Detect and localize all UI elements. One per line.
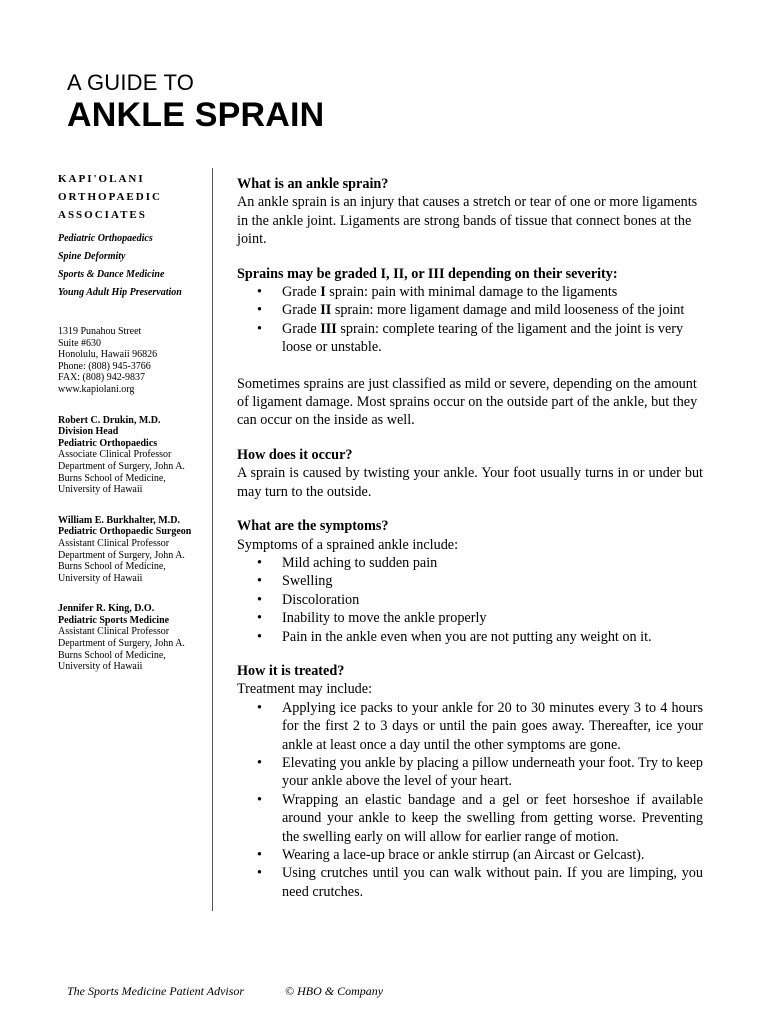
section-heading: How does it occur? bbox=[237, 446, 353, 463]
doctor-name: Robert C. Drukin, M.D. bbox=[58, 414, 161, 426]
grade-list bbox=[237, 283, 703, 357]
section-treatment bbox=[237, 662, 703, 901]
address-block bbox=[58, 326, 208, 396]
grade-number: II bbox=[320, 302, 332, 319]
list-item: • Wrapping an elastic bandage and a gel or feet horseshoe if available around your ankle to keep the swelling from getting worse. Preventing the swelling early on will allow for earlier range of motion. bbox=[237, 791, 703, 846]
section-heading: What are the symptoms? bbox=[237, 518, 389, 535]
specialties-list bbox=[58, 230, 208, 302]
section-heading: What is an ankle sprain? bbox=[237, 176, 389, 192]
grade-text: sprain: more ligament damage and mild looseness of the joint bbox=[331, 302, 685, 319]
grade-number: III bbox=[320, 320, 337, 337]
doctor-block bbox=[58, 515, 208, 585]
specialty-item: Sports & Dance Medicine bbox=[58, 269, 165, 280]
doctor-detail: Burns School of Medicine, bbox=[58, 649, 166, 661]
title-line-1: A GUIDE TO bbox=[67, 70, 195, 95]
list-item bbox=[237, 301, 703, 319]
doctor-name: William E. Burkhalter, M.D. bbox=[58, 514, 180, 526]
doctor-block bbox=[58, 603, 208, 673]
doctor-detail: Department of Surgery, John A. bbox=[58, 638, 185, 650]
symptom-list bbox=[237, 554, 703, 646]
list-item: • Elevating you ankle by placing a pillow underneath your foot. Try to keep your ankle above the level of your heart. bbox=[237, 754, 703, 791]
address-line: 1319 Punahou Street bbox=[58, 326, 142, 337]
list-item: • Discoloration bbox=[237, 591, 703, 609]
section-text: Symptoms of a sprained ankle include: bbox=[237, 536, 459, 553]
doctor-detail: University of Hawaii bbox=[58, 572, 143, 584]
org-name-line: KAPI'OLANI bbox=[58, 173, 145, 185]
sidebar bbox=[58, 170, 208, 673]
grade-text: sprain: complete tearing of the ligament and the joint is very loose or unstable. bbox=[282, 320, 684, 356]
specialty-item: Spine Deformity bbox=[58, 251, 126, 262]
grade-prefix: Grade bbox=[282, 320, 321, 337]
section-symptoms bbox=[237, 517, 703, 646]
list-item: • Wearing a lace-up brace or ankle stirrup (an Aircast or Gelcast). bbox=[237, 846, 703, 864]
section-heading: Sprains may be graded I, II, or III depending on their severity: bbox=[237, 265, 618, 282]
doctor-detail: Assistant Clinical Professor bbox=[58, 626, 170, 638]
treatment-list bbox=[237, 699, 703, 901]
section-classification bbox=[237, 375, 703, 430]
doctor-role: Pediatric Sports Medicine bbox=[58, 614, 170, 626]
list-item: • Using crutches until you can walk without pain. If you are limping, you need crutches. bbox=[237, 864, 703, 901]
address-line: Honolulu, Hawaii 96826 bbox=[58, 349, 158, 361]
grade-text: sprain: pain with minimal damage to the ligaments bbox=[325, 284, 618, 301]
doctor-role: Division Head bbox=[58, 426, 119, 438]
doctor-detail: Assistant Clinical Professor bbox=[58, 537, 170, 549]
doctor-detail: University of Hawaii bbox=[58, 661, 143, 673]
fax: FAX: (808) 942-9837 bbox=[58, 372, 146, 384]
list-item: • Applying ice packs to your ankle for 20 to 30 minutes every 3 to 4 hours for the first 2 to 3 days or until the pain goes away. Thereafter, ice your ankle at least once a day until the other symptoms are gone. bbox=[237, 699, 703, 754]
vertical-divider bbox=[212, 168, 213, 911]
list-item: • Inability to move the ankle properly bbox=[237, 609, 703, 627]
doctor-detail: Department of Surgery, John A. bbox=[58, 460, 185, 472]
website-link[interactable]: www.kapiolani.org bbox=[58, 383, 135, 395]
list-item: • Swelling bbox=[237, 572, 703, 590]
doctor-detail: University of Hawaii bbox=[58, 484, 143, 496]
doctor-role: Pediatric Orthopaedic Surgeon bbox=[58, 526, 192, 538]
org-name-line: ORTHOPAEDIC bbox=[58, 191, 162, 203]
section-text: A sprain is caused by twisting your ankle. Your foot usually turns in or under but may turn to the outside. bbox=[237, 465, 703, 500]
specialty-item: Young Adult Hip Preservation bbox=[58, 287, 182, 298]
footer-publication: The Sports Medicine Patient Advisor bbox=[67, 984, 245, 998]
doctor-block bbox=[58, 415, 208, 496]
doctor-role: Pediatric Orthopaedics bbox=[58, 437, 158, 449]
list-item: • Pain in the ankle even when you are not putting any weight on it. bbox=[237, 628, 703, 646]
grade-number: I bbox=[320, 284, 326, 301]
main-content bbox=[237, 175, 703, 917]
doctor-detail: Associate Clinical Professor bbox=[58, 449, 172, 461]
grade-prefix: Grade bbox=[282, 284, 321, 301]
section-text: Treatment may include: bbox=[237, 681, 373, 698]
list-item bbox=[237, 320, 703, 357]
footer-copyright: © HBO & Company bbox=[285, 984, 384, 998]
address-line: Suite #630 bbox=[58, 337, 102, 349]
page-title: ANKLE SPRAIN bbox=[67, 96, 325, 134]
specialty-item: Pediatric Orthopaedics bbox=[58, 233, 153, 244]
grade-prefix: Grade bbox=[282, 302, 321, 319]
section-text: An ankle sprain is an injury that causes a stretch or tear of one or more ligaments in the ankle joint. Ligaments are strong bands of tissue that connect bones at the joint. bbox=[237, 194, 698, 248]
doctor-detail: Department of Surgery, John A. bbox=[58, 549, 185, 561]
footer bbox=[67, 984, 384, 999]
org-name bbox=[58, 170, 208, 224]
section-what-is bbox=[237, 175, 703, 249]
section-heading: How it is treated? bbox=[237, 662, 345, 679]
section-how-occur bbox=[237, 446, 703, 501]
org-name-line: ASSOCIATES bbox=[58, 209, 147, 221]
doctor-name: Jennifer R. King, D.O. bbox=[58, 603, 155, 615]
section-grades bbox=[237, 265, 703, 357]
section-text: Sometimes sprains are just classified as mild or severe, depending on the amount of ligament damage. Most sprains occur on the outside part of the ankle, but they can occur on the inside as well. bbox=[237, 375, 698, 429]
list-item: • Mild aching to sudden pain bbox=[237, 554, 703, 572]
doctor-detail: Burns School of Medicine, bbox=[58, 472, 166, 484]
phone: Phone: (808) 945-3766 bbox=[58, 360, 151, 372]
list-item bbox=[237, 283, 703, 301]
doctor-detail: Burns School of Medicine, bbox=[58, 561, 166, 573]
